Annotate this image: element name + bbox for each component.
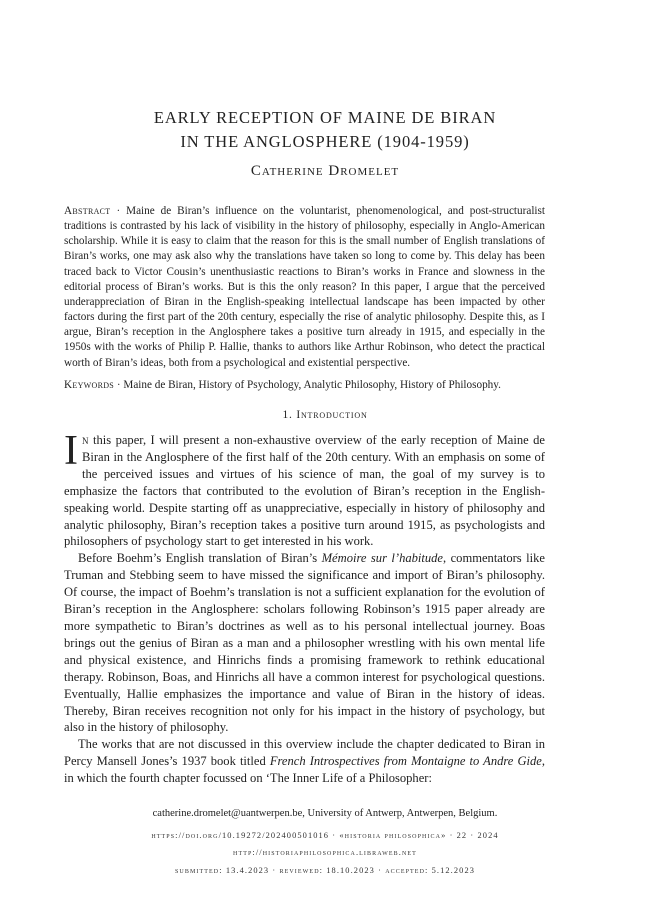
body-text	[64, 428, 545, 787]
paragraph-1	[64, 428, 545, 550]
paragraph-3-text-a: The works that are not discussed in this overview include the chapter dedicated to Biran in Percy Mansell Jones’s 1937 book titled	[64, 737, 545, 769]
section-heading: 1. Introduction	[282, 409, 368, 421]
keywords	[64, 378, 545, 393]
drop-cap: I	[64, 428, 78, 474]
abstract-label: Abstract	[64, 205, 111, 217]
paragraph-3	[64, 736, 545, 787]
article-title-line-1: EARLY RECEPTION OF MAINE DE BIRAN	[153, 108, 497, 127]
paragraph-2-italic: Mémoire sur l’habitude	[321, 551, 443, 566]
paragraph-3-italic: French Introspectives from Montaigne to Andre Gide	[269, 754, 542, 769]
article-title-line-2: IN THE ANGLOSPHERE (1904-1959)	[180, 132, 470, 151]
article-title	[0, 106, 650, 154]
submission-dates: submitted: 13.4.2023 · reviewed: 18.10.2023 · accepted: 5.12.2023	[174, 866, 476, 875]
keywords-label: Keywords	[64, 379, 115, 391]
article-author: Catherine Dromelet	[250, 163, 400, 179]
abstract-text: · Maine de Biran’s influence on the voluntarist, phenomenological, and post-structuralist traditions is contrasted by his lack of visibility in the history of philosophy, especially in Anglo-American scholarship. While it is easy to claim that the reason for this is the small number of English translations of Biran’s works, one may ask also why the translations have taken so long to come by. This delay has been traced back to Victor Cousin’s unenthusiastic reactions to Biran’s works in France and slowness in the editorial process of Biran’s works. But is this the only reason? In this paper, I argue that the perceived underappreciation of Biran in the English-speaking intellectual landscape has been impacted by other factors during the first part of the 20th century, especially the rise of analytic philosophy. Despite this, as I argue, Biran’s reception in the Anglosphere takes a positive turn already in 1915, and especially in the 1950s with the works of Philip P. Hallie, thanks to authors like Arthur Robinson, who detect the practical worth of Biran’s ideas, both from a psychological and existential perspective.	[64, 205, 545, 369]
paragraph-2-text-b: , commentators like Truman and Stebbing seem to have missed the significance and import of Biran’s philosophy. Of course, the impact of Boehm’s translation is not a sufficient explanation for the evolution of Biran’s reception in the Anglosphere: scholars following Robinson’s 1915 paper already are more sympathetic to Biran’s doctrines as well as to his personal intellectual journey. Boas brings out the genius of Biran as a man and a philosopher wrestling with his own mental life and physical existence, and Hinrichs finds a promising framework to rethink educational therapy. Robinson, Boas, and Hinrichs all have a common interest for psychological questions. Eventually, Hallie emphasizes the importance and value of Biran in the history of ideas. Thereby, Biran receives recognition not only for his impact in the history of psychology, but also in the history of philosophy.	[64, 551, 545, 735]
abstract	[64, 204, 545, 371]
paragraph-2-text-a: Before Boehm’s English translation of Biran’s	[78, 551, 322, 566]
paragraph-1-text: this paper, I will present a non-exhaustive overview of the early reception of Maine de Biran in the Anglosphere of the first half of the 20th century. With an emphasis on some of the perceived issues and virtues of his science of man, the goal of my survey is to emphasize the factors that contributed to the evolution of Biran’s reception in the English-speaking world. Despite starting off as unappreciative, especially in history of philosophy and analytic philosophy, Biran’s reception takes a positive turn around 1915, as psychologists and philosophers of psychology start to get interested in his work.	[64, 433, 545, 549]
keywords-text: · Maine de Biran, History of Psychology, Analytic Philosophy, History of Philosophy.	[114, 379, 501, 391]
journal-url: http://historiaphilosophica.libraweb.net	[233, 848, 417, 857]
doi-line: https://doi.org/10.19272/202400501016 · «historia philosophica» · 22 · 2024	[151, 831, 499, 840]
paragraph-3-text-b: , in which the fourth chapter focussed on ‘The Inner Life of a Philosopher:	[64, 754, 545, 786]
paragraph-1-leadin: n	[82, 433, 89, 447]
paragraph-2	[64, 550, 545, 736]
author-footnote: catherine.dromelet@uantwerpen.be, University of Antwerp, Antwerpen, Belgium.	[152, 808, 498, 819]
